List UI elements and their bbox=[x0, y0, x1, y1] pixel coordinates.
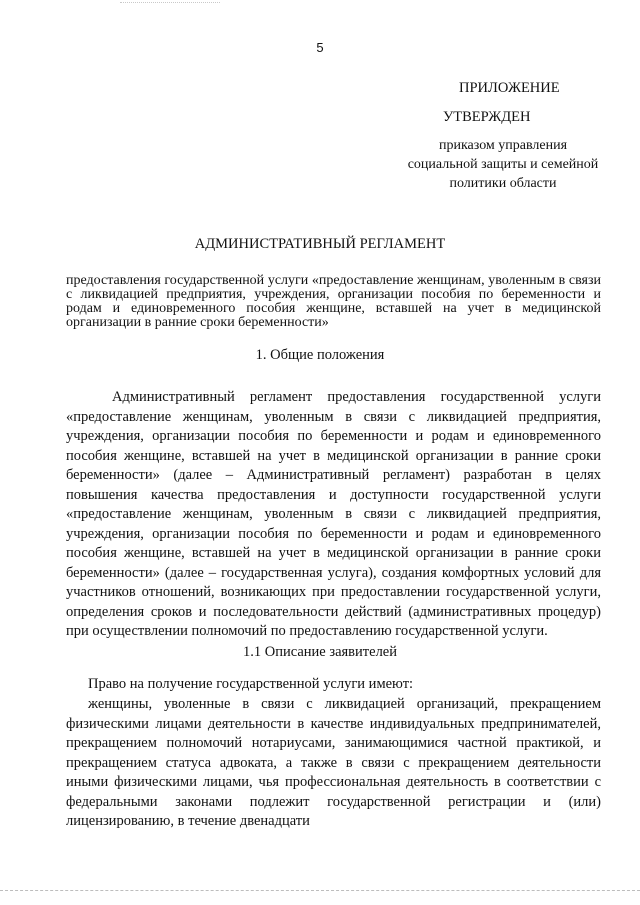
section-1-1-heading: 1.1 Описание заявителей bbox=[242, 644, 397, 660]
document-title: АДМИНИСТРАТИВНЫЙ РЕГЛАМЕНТ bbox=[194, 236, 446, 252]
page-number: 5 bbox=[316, 40, 324, 55]
appendix-label: ПРИЛОЖЕНИЕ bbox=[459, 80, 560, 96]
order-line-2: социальной защиты и семейной bbox=[407, 157, 599, 172]
scan-artifact bbox=[120, 2, 220, 5]
approval-order bbox=[392, 136, 614, 193]
document-subtitle: предоставления государственной услуги «предоставление женщинам, уволенным в связи с ликвидацией предприятия, учреждения, организации пособия по беременности и родам и единовременного пособия женщине, вставшей на учет в медицинской организации в ранние сроки беременности» bbox=[66, 273, 601, 330]
section-1-paragraph: Административный регламент предоставления государственной услуги «предоставление женщинам, уволенным в связи с ликвидацией предприятия, учреждения, организации пособия по беременности и родам и единовременного пособия женщине, вставшей на учет в медицинской организации в ранние сроки беременности» (далее – Административный регламент) разработан в целях повышения качества предоставления и доступности государственной услуги «предоставление женщинам, уволенным в связи с ликвидацией предприятия, учреждения, организации пособия по беременности и родам и единовременного пособия женщине, вставшей на учет в медицинской организации в ранние сроки беременности» (далее – государственная услуга), создания комфортных условий для участников отношений, возникающих при предоставлении государственной услуги, определения сроков и последовательности действий (административных процедур) при осуществлении полномочий по предоставлению государственной услуги. bbox=[66, 389, 601, 639]
scan-bottom-edge bbox=[0, 890, 640, 891]
applicants-item: женщины, уволенные в связи с ликвидацией организаций, прекращением физическими лицами деятельности в качестве индивидуальных предпринимателей, прекращением полномочий нотариусами, занимающимися частной практикой, и прекращением статуса адвоката, а также в связи с прекращением деятельности иными физическими лицами, чья профессиональная деятельность в соответствии с федеральными законами подлежит государственной регистрации и (или) лицензированию, в течение двенадцати bbox=[66, 696, 601, 829]
approved-label: УТВЕРЖДЕН bbox=[443, 109, 531, 125]
section-1-heading: 1. Общие положения bbox=[255, 347, 385, 363]
order-line-3: политики области bbox=[449, 176, 557, 191]
order-line-1: приказом управления bbox=[438, 138, 568, 153]
applicants-intro: Право на получение государственной услуги имеют: bbox=[88, 676, 414, 692]
